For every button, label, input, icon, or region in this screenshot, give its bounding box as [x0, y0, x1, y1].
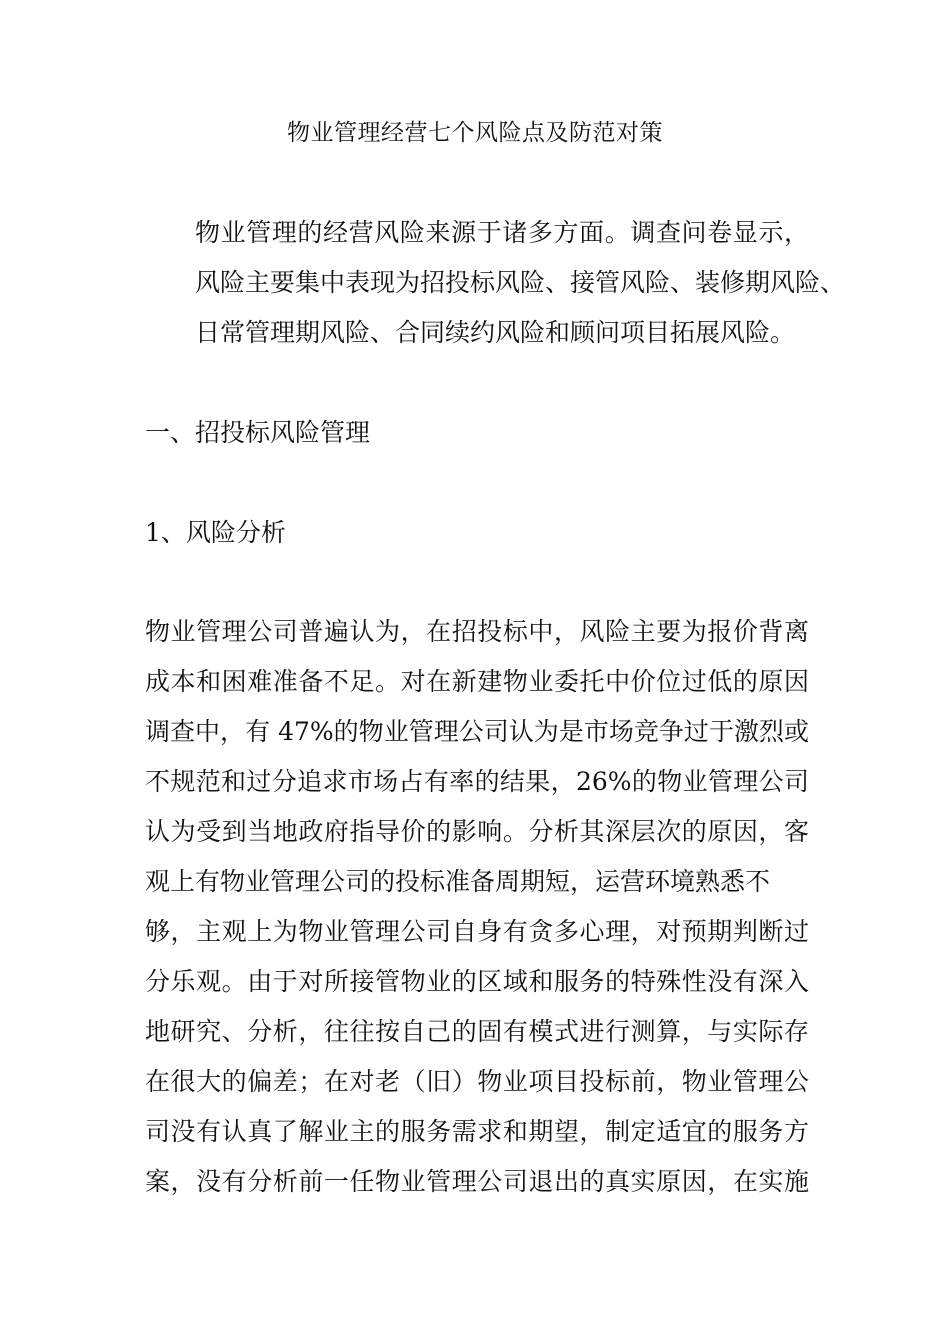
body-line: 认为受到当地政府指导价的影响。分析其深层次的原因，客: [145, 817, 809, 846]
intro-line: 日常管理期风险、合同续约风险和顾问项目拓展风险。: [195, 318, 796, 347]
body-line: 司没有认真了解业主的服务需求和期望，制定适宜的服务方: [145, 1117, 809, 1146]
body-line: 成本和困难准备不足。对在新建物业委托中价位过低的原因: [145, 667, 809, 696]
body-line: 在很大的偏差；在对老（旧）物业项目投标前，物业管理公: [145, 1067, 809, 1096]
body-line: 地研究、分析，往往按自己的固有模式进行测算，与实际存: [145, 1017, 809, 1046]
intro-line: 风险主要集中表现为招投标风险、接管风险、装修期风险、: [195, 268, 846, 297]
body-line: 够，主观上为物业管理公司自身有贪多心理，对预期判断过: [145, 917, 809, 946]
document-title: 物业管理经营七个风险点及防范对策: [287, 120, 663, 146]
body-line: 调查中，有 47%的物业管理公司认为是市场竞争过于激烈或: [145, 717, 809, 746]
body-line: 分乐观。由于对所接管物业的区域和服务的特殊性没有深入: [145, 967, 809, 996]
subsection-heading: 1、风险分析: [145, 518, 286, 547]
body-paragraph: [145, 607, 809, 1207]
body-line: 物业管理公司普遍认为，在招投标中，风险主要为报价背离: [145, 617, 809, 646]
section-heading: 一、招投标风险管理: [145, 418, 371, 447]
intro-line: 物业管理的经营风险来源于诸多方面。调查问卷显示，: [195, 218, 809, 247]
body-line: 观上有物业管理公司的投标准备周期短，运营环境熟悉不: [145, 867, 771, 896]
body-line: 案，没有分析前一任物业管理公司退出的真实原因，在实施: [145, 1167, 809, 1196]
intro-paragraph: [145, 208, 846, 358]
body-line: 不规范和过分追求市场占有率的结果，26%的物业管理公司: [145, 767, 809, 796]
